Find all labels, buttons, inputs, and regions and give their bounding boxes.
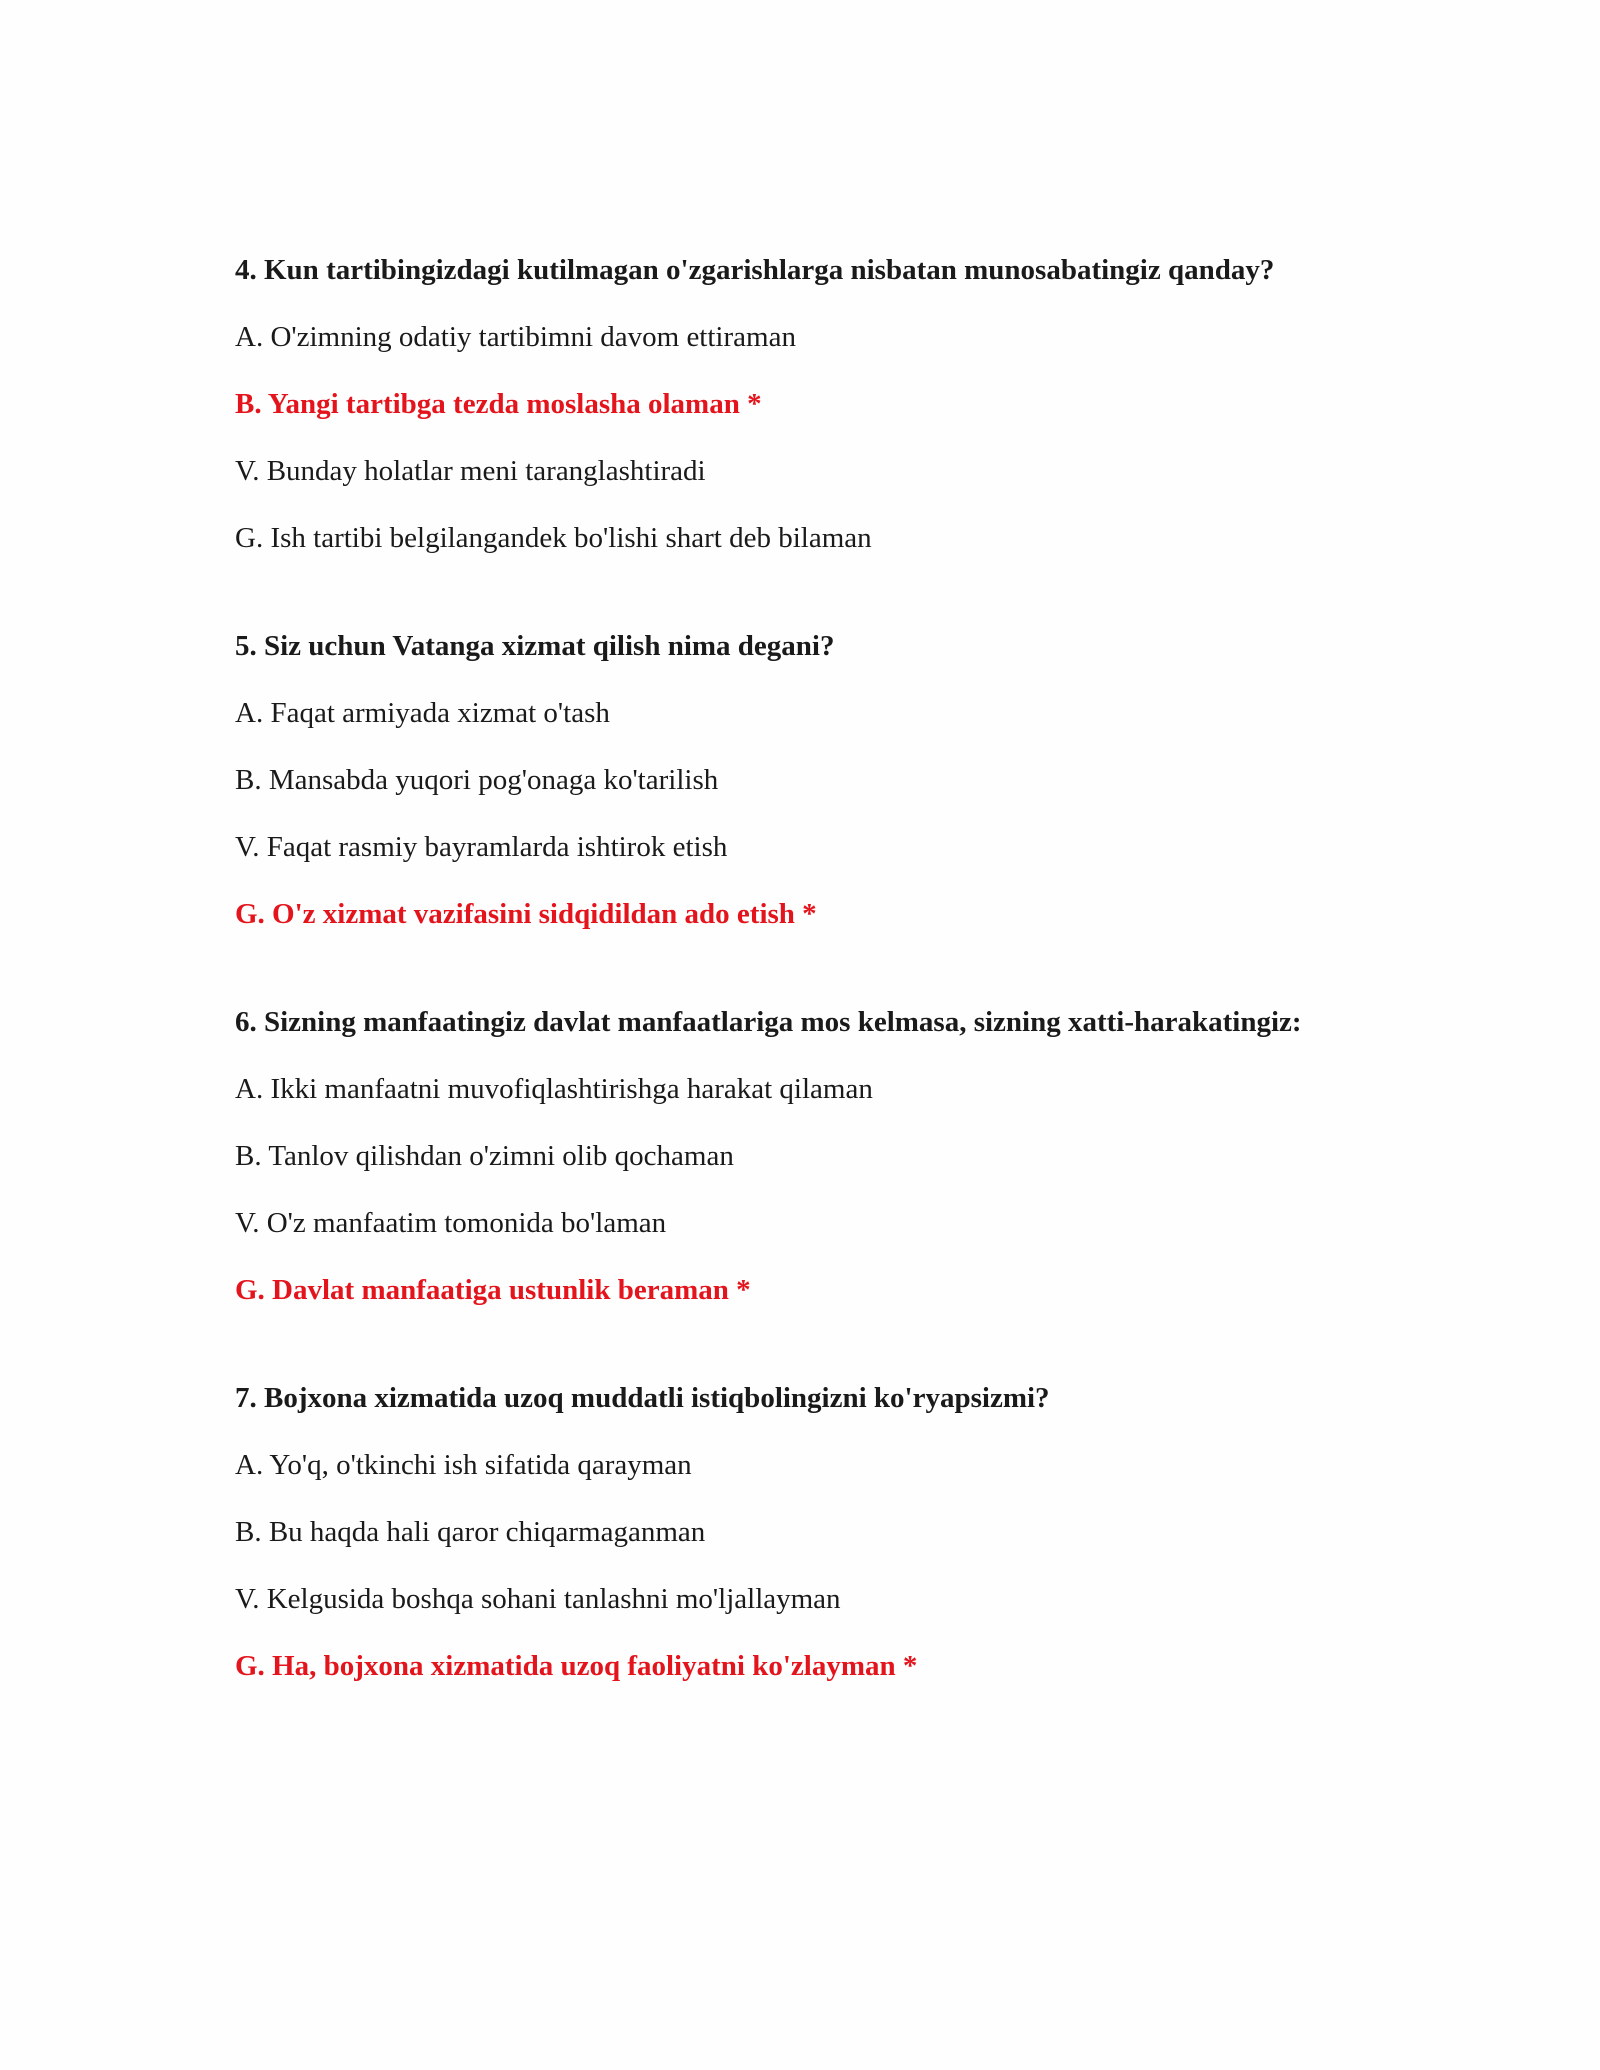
correct-answer-option: G. O'z xizmat vazifasini sidqidildan ado etish * (235, 898, 817, 930)
question-block-5 (235, 626, 1435, 935)
answer-option: G. Ish tartibi belgilangandek bo'lishi shart deb bilaman (235, 522, 872, 554)
question-title: 7. Bojxona xizmatida uzoq muddatli istiqbolingizni ko'ryapsizmi? (235, 1382, 1050, 1414)
answer-option: B. Tanlov qilishdan o'zimni olib qochaman (235, 1140, 734, 1172)
answer-option: V. Bunday holatlar meni taranglashtiradi (235, 455, 706, 487)
answer-option: A. O'zimning odatiy tartibimni davom ettiraman (235, 321, 796, 353)
correct-answer-option: B. Yangi tartibga tezda moslasha olaman * (235, 388, 762, 420)
questionnaire (235, 250, 1435, 1754)
answer-option: A. Faqat armiyada xizmat o'tash (235, 697, 610, 729)
question-title: 4. Kun tartibingizdagi kutilmagan o'zgarishlarga nisbatan munosabatingiz qanday? (235, 254, 1275, 286)
question-title: 6. Sizning manfaatingiz davlat manfaatlariga mos kelmasa, sizning xatti-harakatingiz: (235, 1006, 1302, 1038)
correct-answer-option: G. Davlat manfaatiga ustunlik beraman * (235, 1274, 751, 1306)
correct-answer-option: G. Ha, bojxona xizmatida uzoq faoliyatni ko'zlayman * (235, 1650, 918, 1682)
answer-option: V. Kelgusida boshqa sohani tanlashni mo'ljallayman (235, 1583, 841, 1615)
answer-option: B. Bu haqda hali qaror chiqarmaganman (235, 1516, 706, 1548)
question-block-4 (235, 250, 1435, 559)
answer-option: B. Mansabda yuqori pog'onaga ko'tarilish (235, 764, 719, 796)
question-block-7 (235, 1378, 1435, 1687)
answer-option: A. Yo'q, o'tkinchi ish sifatida qarayman (235, 1449, 692, 1481)
question-block-6 (235, 1002, 1435, 1311)
answer-option: V. O'z manfaatim tomonida bo'laman (235, 1207, 667, 1239)
answer-option: V. Faqat rasmiy bayramlarda ishtirok etish (235, 831, 728, 863)
question-title: 5. Siz uchun Vatanga xizmat qilish nima degani? (235, 630, 835, 662)
answer-option: A. Ikki manfaatni muvofiqlashtirishga harakat qilaman (235, 1073, 873, 1105)
